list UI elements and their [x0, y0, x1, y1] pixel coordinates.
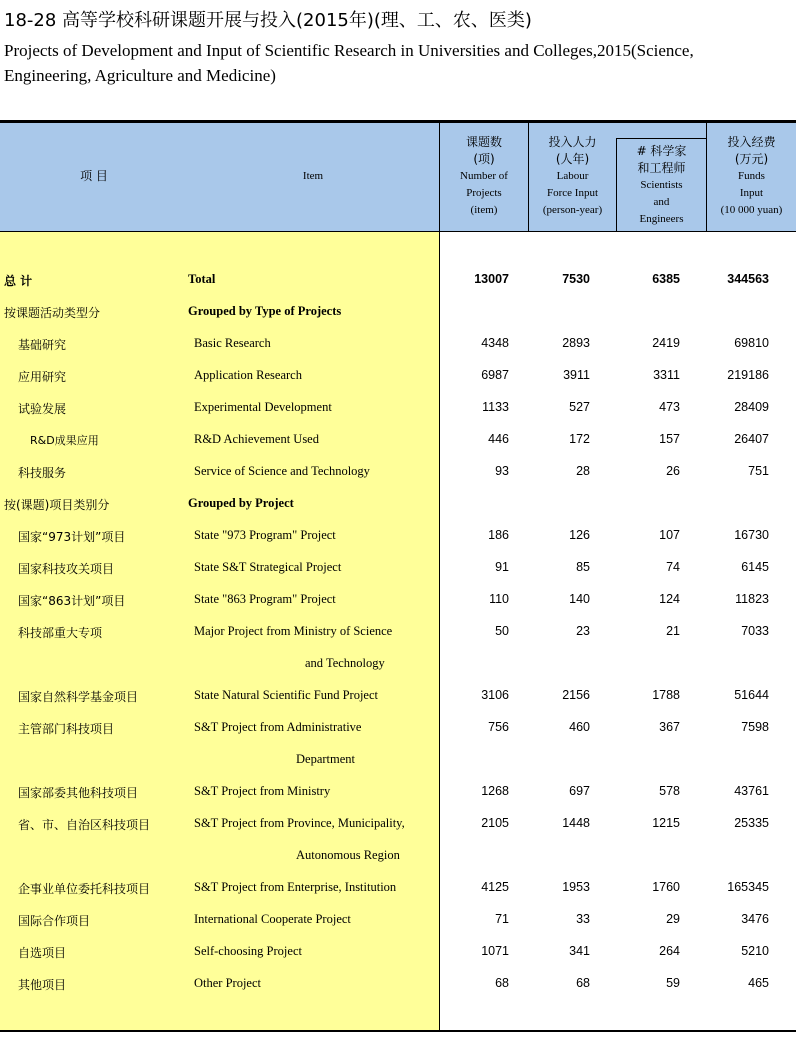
table-row	[0, 903, 796, 935]
row-label-en: S&T Project from Ministry	[194, 784, 331, 798]
row-label-cn: 科技服务	[18, 466, 67, 480]
header-col-funds: 投入经费 (万元) Funds Input (10 000 yuan)	[720, 135, 783, 216]
cell-labour: 7530	[562, 272, 590, 286]
cell-funds: 5210	[741, 944, 769, 958]
cell-scientists: 473	[659, 400, 680, 414]
row-label-en-continued: and Technology	[305, 656, 385, 670]
cell-projects: 4125	[481, 880, 509, 894]
cell-projects: 1133	[482, 400, 509, 414]
cell-labour: 85	[576, 560, 590, 574]
table-row	[0, 807, 796, 839]
table-row	[0, 359, 796, 391]
cell-funds: 51644	[734, 688, 769, 702]
cell-funds: 43761	[734, 784, 769, 798]
cell-scientists: 26	[666, 464, 680, 478]
cell-labour: 1448	[562, 816, 590, 830]
cell-scientists: 59	[666, 976, 680, 990]
cell-funds: 3476	[741, 912, 769, 926]
table-row	[0, 519, 796, 551]
header-col-labour: 投入人力 (人年) Labour Force Input (person-year)	[542, 135, 603, 216]
cell-labour: 28	[576, 464, 590, 478]
cell-labour: 460	[569, 720, 590, 734]
cell-projects: 71	[495, 912, 509, 926]
cell-projects: 110	[489, 592, 509, 606]
cell-projects: 1071	[481, 944, 509, 958]
table-row	[0, 775, 796, 807]
row-label-en: Grouped by Type of Projects	[188, 304, 342, 318]
cell-funds: 7598	[741, 720, 769, 734]
cell-labour: 126	[569, 528, 590, 542]
cell-scientists: 367	[659, 720, 680, 734]
header-item-cn: 项 目	[80, 169, 108, 183]
cell-labour: 172	[569, 432, 590, 446]
cell-funds: 6145	[741, 560, 769, 574]
row-label-cn: 其他项目	[18, 978, 67, 992]
table-row	[0, 679, 796, 711]
table-row	[0, 615, 796, 647]
cell-labour: 2893	[562, 336, 590, 350]
table-row-continuation	[0, 647, 796, 679]
row-label-en: State Natural Scientific Fund Project	[194, 688, 378, 702]
cell-labour: 33	[576, 912, 590, 926]
cell-funds: 165345	[727, 880, 769, 894]
cell-funds: 11823	[735, 592, 769, 606]
cell-projects: 13007	[474, 272, 509, 286]
cell-scientists: 264	[659, 944, 680, 958]
cell-projects: 93	[495, 464, 509, 478]
cell-projects: 446	[488, 432, 509, 446]
cell-projects: 756	[488, 720, 509, 734]
row-label-en: Self-choosing Project	[194, 944, 302, 958]
table-row	[0, 327, 796, 359]
row-label-en: S&T Project from Administrative	[194, 720, 362, 734]
row-label-cn: 国家“863计划”项目	[18, 594, 126, 608]
cell-funds: 344563	[727, 272, 769, 286]
cell-scientists: 3311	[653, 368, 680, 382]
table-row	[0, 551, 796, 583]
cell-labour: 23	[576, 624, 590, 638]
table-bottom-rule	[0, 1030, 796, 1032]
table-row	[0, 711, 796, 743]
table-row-continuation	[0, 839, 796, 871]
row-label-en: Service of Science and Technology	[194, 464, 370, 478]
table-row-group	[0, 487, 796, 519]
cell-scientists: 29	[666, 912, 680, 926]
cell-labour: 2156	[562, 688, 590, 702]
row-label-cn: 国家“973计划”项目	[18, 530, 126, 544]
cell-scientists: 21	[666, 624, 680, 638]
row-label-en: S&T Project from Province, Municipality,	[194, 816, 405, 830]
row-label-cn: 试验发展	[18, 402, 67, 416]
row-label-en: State "863 Program" Project	[194, 592, 336, 606]
row-label-en: Grouped by Project	[188, 496, 294, 510]
row-label-cn: 科技部重大专项	[18, 626, 103, 640]
row-label-en: Other Project	[194, 976, 261, 990]
row-label-en: R&D Achievement Used	[194, 432, 319, 446]
cell-projects: 50	[495, 624, 509, 638]
row-label-cn: 总 计	[4, 274, 33, 288]
cell-funds: 28409	[734, 400, 769, 414]
table-row	[0, 455, 796, 487]
cell-labour: 341	[569, 944, 590, 958]
row-label-cn: 自选项目	[18, 946, 67, 960]
table-row-continuation	[0, 743, 796, 775]
cell-scientists: 157	[659, 432, 680, 446]
cell-funds: 69810	[734, 336, 769, 350]
data-table	[0, 120, 796, 1032]
header-col-projects: 课题数 (项) Number of Projects (item)	[460, 135, 508, 216]
row-label-cn: 国家科技攻关项目	[18, 562, 115, 576]
table-row-total	[0, 263, 796, 295]
cell-labour: 1953	[562, 880, 590, 894]
cell-scientists: 124	[659, 592, 680, 606]
table-row	[0, 423, 796, 455]
cell-projects: 3106	[481, 688, 509, 702]
cell-projects: 2105	[481, 816, 509, 830]
row-label-en: Total	[188, 272, 216, 286]
cell-labour: 697	[569, 784, 590, 798]
cell-projects: 91	[495, 560, 509, 574]
row-label-cn: 应用研究	[18, 370, 67, 384]
row-label-en: International Cooperate Project	[194, 912, 351, 926]
header-col-scientists: # 科学家 和工程师 Scientists and Engineers	[636, 144, 687, 225]
header-bottom-rule	[0, 231, 796, 232]
row-label-cn: 国际合作项目	[18, 914, 91, 928]
cell-scientists: 1215	[652, 816, 680, 830]
cell-funds: 25335	[734, 816, 769, 830]
row-label-cn: 省、市、自治区科技项目	[18, 818, 151, 832]
cell-funds: 751	[748, 464, 769, 478]
cell-labour: 3911	[563, 368, 590, 382]
row-label-cn: 基础研究	[18, 338, 67, 352]
cell-funds: 7033	[741, 624, 769, 638]
cell-labour: 68	[576, 976, 590, 990]
cell-funds: 26407	[734, 432, 769, 446]
table-row	[0, 871, 796, 903]
cell-projects: 1268	[481, 784, 509, 798]
row-label-cn: 主管部门科技项目	[18, 722, 115, 736]
cell-funds: 465	[748, 976, 769, 990]
row-label-cn: 按课题活动类型分	[4, 306, 101, 320]
cell-projects: 186	[488, 528, 509, 542]
page-title-english: Projects of Development and Input of Scientific Research in Universities and Colleges,2015(Science, Engineering, Agriculture and Medicine)	[4, 41, 694, 85]
cell-funds: 219186	[727, 368, 769, 382]
row-label-en-continued: Department	[296, 752, 356, 766]
cell-labour: 140	[569, 592, 590, 606]
row-label-cn: 国家部委其他科技项目	[18, 786, 139, 800]
cell-labour: 527	[569, 400, 590, 414]
row-label-en: Experimental Development	[194, 400, 332, 414]
cell-scientists: 2419	[652, 336, 680, 350]
table-row	[0, 583, 796, 615]
table-row	[0, 967, 796, 999]
cell-scientists: 1788	[652, 688, 680, 702]
cell-scientists: 578	[659, 784, 680, 798]
table-row	[0, 391, 796, 423]
row-label-en: State S&T Strategical Project	[194, 560, 342, 574]
header-item-en: Item	[302, 170, 324, 182]
cell-scientists: 1760	[652, 880, 680, 894]
cell-projects: 4348	[481, 336, 509, 350]
cell-projects: 68	[495, 976, 509, 990]
subheader-rule	[616, 138, 706, 139]
row-label-en-continued: Autonomous Region	[296, 848, 400, 862]
cell-scientists: 6385	[652, 272, 680, 286]
page-title-chinese: 18-28 高等学校科研课题开展与投入(2015年)(理、工、农、医类)	[4, 10, 532, 31]
table-row	[0, 935, 796, 967]
cell-scientists: 74	[666, 560, 680, 574]
table-row-group	[0, 295, 796, 327]
cell-scientists: 107	[659, 528, 680, 542]
row-label-en: Basic Research	[194, 336, 271, 350]
row-label-en: Application Research	[194, 368, 302, 382]
row-label-cn: 按(课题)项目类别分	[4, 498, 110, 512]
row-label-cn: 国家自然科学基金项目	[18, 690, 139, 704]
row-label-en: S&T Project from Enterprise, Institution	[194, 880, 397, 894]
cell-funds: 16730	[734, 528, 769, 542]
row-label-en: State "973 Program" Project	[194, 528, 336, 542]
row-label-cn: R&D成果应用	[30, 434, 99, 447]
row-label-en: Major Project from Ministry of Science	[194, 624, 393, 638]
cell-projects: 6987	[481, 368, 509, 382]
row-label-cn: 企事业单位委托科技项目	[18, 882, 151, 896]
